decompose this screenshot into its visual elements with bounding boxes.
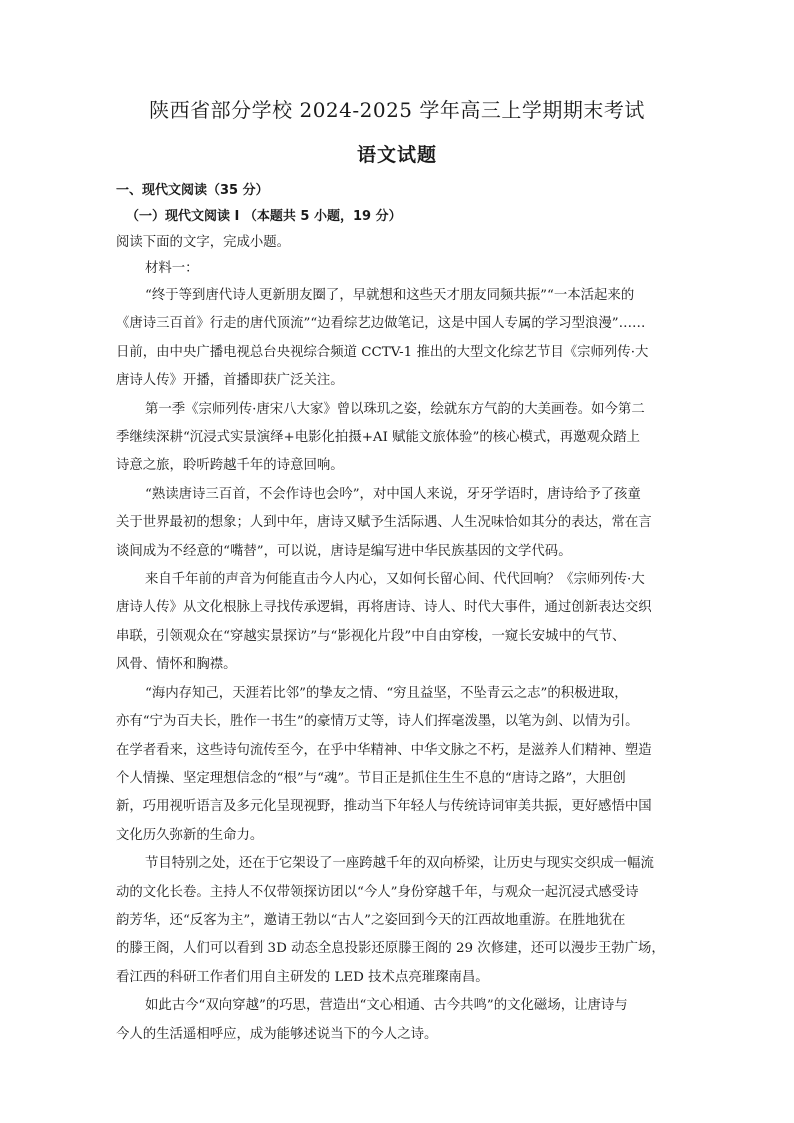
passage-paragraph (116, 992, 676, 1049)
paragraph-line: 如此古今“双向穿越”的巧思，营造出“文心相通、古今共鸣”的文化磁场，让唐诗与 (145, 998, 628, 1014)
paragraph-line: 唐诗人传》从文化根脉上寻找传承逻辑，再将唐诗、诗人、时代大事件，通过创新表达交织 (116, 600, 652, 616)
paragraph-line: 诗意之旅，聆听跨越千年的诗意回响。 (116, 458, 344, 474)
instruction-text: 阅读下面的文字，完成小题。 (116, 235, 291, 250)
paragraph-line: 动的文化长卷。主持人不仅带领探访团以“今人”身份穿越千年，与观众一起沉浸式感受诗 (116, 884, 639, 900)
passage-paragraph (116, 850, 676, 992)
paragraph-line: 亦有“宁为百夫长，胜作一书生”的豪情万丈等，诗人们挥毫泼墨，以笔为剑、以情为引。 (116, 714, 639, 730)
paragraph-line: 来自千年前的声音为何能直击今人内心，又如何长留心间、代代回响？《宗师列传·大 (145, 572, 645, 588)
passage-paragraph (116, 481, 676, 566)
paragraph-line: 季继续深耕“沉浸式实景演绎+电影化拍摄+AI 赋能文旅体验”的核心模式，再邀观众踏上 (116, 430, 641, 446)
paragraph-line: 节目特别之处，还在于它架设了一座跨越千年的双向桥梁，让历史与现实交织成一幅流 (145, 856, 654, 872)
passage-body (116, 282, 676, 1049)
passage-paragraph (116, 680, 676, 850)
paragraph-line: 串联，引领观众在“穿越实景探访”与“影视化片段”中自由穿梭，一窥长安城中的气节、 (116, 628, 626, 644)
paragraph-line: 的滕王阁，人们可以看到 3D 动态全息投影还原滕王阁的 29 次修建，还可以漫步王勃广场， (116, 941, 665, 957)
subsection-heading: （一）现代文阅读 I （本题共 5 小题，19 分） (126, 209, 402, 224)
exam-title: 陕西省部分学校 2024-2025 学年高三上学期期末考试 (149, 98, 645, 122)
paragraph-line: 文化历久弥新的生命力。 (116, 827, 264, 843)
section-heading: 一、现代文阅读（35 分） (116, 183, 269, 198)
paragraph-line: 日前，由中央广播电视总台央视综合频道 CCTV-1 推出的大型文化综艺节目《宗师列传·大 (116, 344, 649, 360)
exam-subtitle: 语文试题 (356, 144, 437, 166)
paragraph-line: “终于等到唐代诗人更新朋友圈了，早就想和这些天才朋友同频共振”“一本活起来的 (145, 288, 635, 303)
paragraph-line: 《唐诗三百首》行走的唐代顶流”“边看综艺边做笔记，这是中国人专属的学习型浪漫”…… (116, 316, 646, 332)
paragraph-line: 个人情操、坚定理想信念的“根”与“魂”。节目正是抓住生生不息的“唐诗之路”，大胆创 (116, 770, 626, 786)
paragraph-line: “熟读唐诗三百首，不会作诗也会吟”，对中国人来说，牙牙学语时，唐诗给予了孩童 (145, 486, 641, 502)
paragraph-line: 今人的生活遥相呼应，成为能够述说当下的今人之诗。 (116, 1026, 438, 1042)
passage-paragraph (116, 566, 676, 680)
paragraph-line: 唐诗人传》开播，首播即获广泛关注。 (116, 373, 344, 389)
paragraph-line: 在学者看来，这些诗句流传至今，在乎中华精神、中华文脉之不朽，是滋养人们精神、塑造 (116, 742, 652, 758)
paragraph-line: 韵芳华，还“反客为主”，邀请王勃以“古人”之姿回到今天的江西故地重游。在胜地犹在 (116, 912, 626, 928)
paragraph-line: 风骨、情怀和胸襟。 (116, 657, 237, 673)
paragraph-line: 新，巧用视听语言及多元化呈现视野，推动当下年轻人与传统诗词审美共振，更好感悟中国 (116, 799, 652, 815)
exam-content (116, 178, 676, 1049)
material-label: 材料一： (145, 261, 199, 276)
paragraph-line: “海内存知己，天涯若比邻”的挚友之情、“穷且益坚，不坠青云之志”的积极进取， (145, 685, 628, 701)
paragraph-line: 第一季《宗师列传·唐宋八大家》曾以珠玑之姿，绘就东方气韵的大美画卷。如今第二 (145, 401, 645, 417)
paragraph-line: 谈间成为不经意的“嘴替”，可以说，唐诗是编写进中华民族基因的文学代码。 (116, 543, 572, 559)
paragraph-line: 关于世界最初的想象；人到中年，唐诗又赋予生活际遇、人生况味恰如其分的表达，常在言 (116, 515, 652, 531)
passage-paragraph (116, 282, 676, 396)
paragraph-line: 看江西的科研工作者们用自主研发的 LED 技术点亮璀璨南昌。 (116, 969, 489, 985)
passage-paragraph (116, 396, 676, 481)
